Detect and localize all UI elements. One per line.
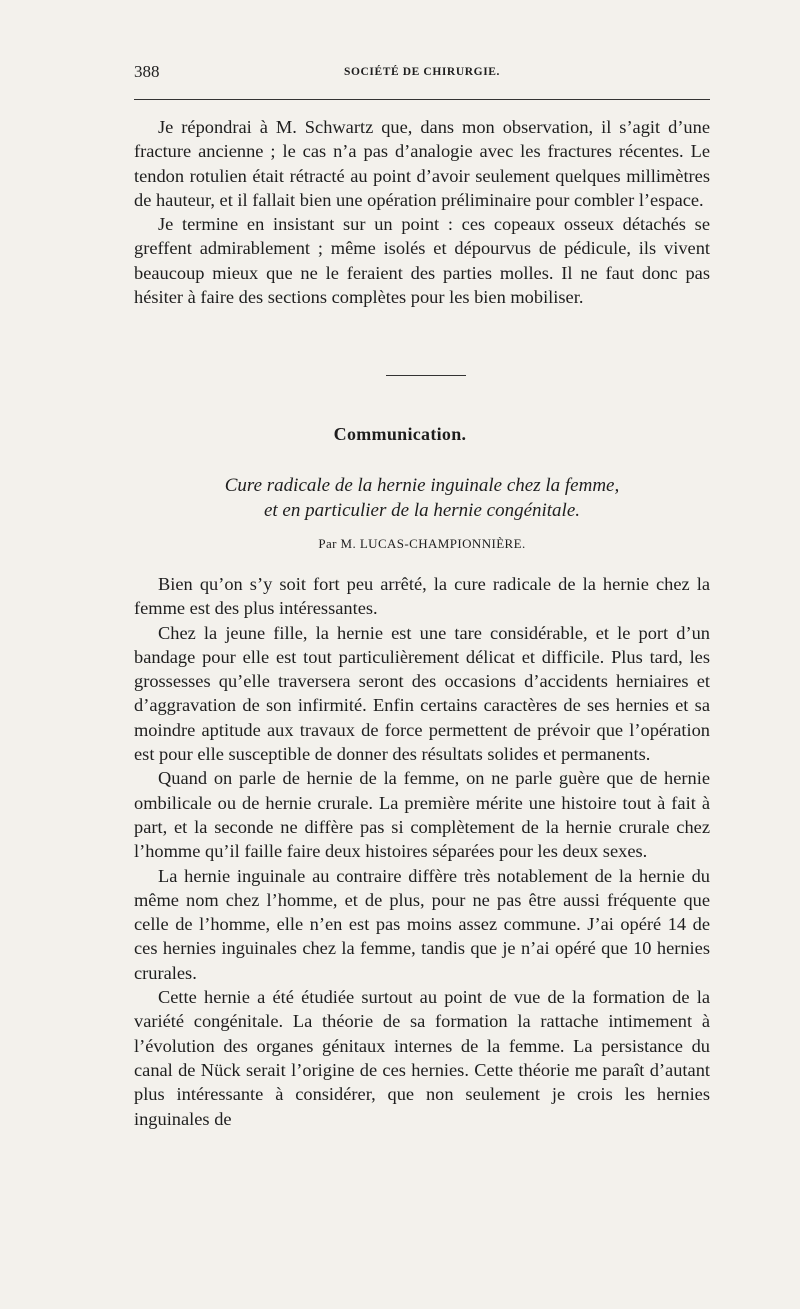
paragraph: La hernie inguinale au contraire diffère très notablement de la hernie du même nom chez l’homme, et de plus, pour ne pas être aussi fréquente que celle de l’homme, elle n’en est pas moins assez commune. J’ai opéré 14 de ces hernies inguinales chez la femme, tandis que je n’ai opéré que 10 hernies crurales. [134,865,710,983]
article-title [134,473,710,523]
paragraph: Quand on parle de hernie de la femme, on ne parle guère que de hernie ombilicale ou de hernie crurale. La première mérite une histoire tout à fait à part, et la seconde ne diffère pas si complètement de la hernie crurale chez l’homme qu’il faille faire deux histoires séparées pour les deux sexes. [134,768,710,862]
header-rule [134,99,710,100]
page-number: 388 [134,62,160,81]
paragraph: Je termine en insistant sur un point : ces copeaux osseux détachés se greffent admirablement ; même isolés et dépourvus de pédicule, ils vivent beaucoup mieux que ne le feraient des parties molles. Il ne faut donc pas hésiter à faire des sections complètes pour les bien mobiliser. [134,214,710,308]
paragraph: Cette hernie a été étudiée surtout au point de vue de la formation de la variété congénitale. La théorie de sa formation la rattache intimement à l’évolution des organes génitaux internes de la femme. La persistance du canal de Nück serait l’origine de ces hernies. Cette théorie me paraît d’autant plus intéressante à considérer, que non seulement je crois les hernies inguinales de [134,987,710,1129]
section-heading: Communication. [333,424,467,444]
author-byline: Par M. LUCAS-CHAMPIONNIÈRE. [318,536,526,551]
running-head: SOCIÉTÉ DE CHIRURGIE. [343,66,501,78]
body-text [134,572,710,1131]
paragraph: Bien qu’on s’y soit fort peu arrêté, la cure radicale de la hernie chez la femme est des plus intéressantes. [134,574,710,619]
separator-rule [386,375,466,376]
page-header [134,62,710,86]
intro-text [134,115,710,309]
title-line: et en particulier de la hernie congénitale. [263,500,581,521]
paragraph: Je répondrai à M. Schwartz que, dans mon observation, il s’agit d’une fracture ancienne ; le cas n’a pas d’analogie avec les fractures récentes. Le tendon rotulien était rétracté au point d’avoir seulement quelques millimètres de hauteur, et il fallait bien une opération préliminaire pour combler l’espace. [134,117,710,210]
paragraph: Chez la jeune fille, la hernie est une tare considérable, et le port d’un bandage pour elle est tout particulièrement délicat et difficile. Plus tard, les grossesses qu’elle traversera seront des occasions d’accidents herniaires et d’aggravation de son infirmité. Enfin certains caractères de ses hernies et sa moindre aptitude aux travaux de force permettent de prévoir que l’opération est pour elle susceptible de donner des résultats solides et permanents. [134,622,710,765]
title-line: Cure radicale de la hernie inguinale chez la femme, [224,475,620,496]
